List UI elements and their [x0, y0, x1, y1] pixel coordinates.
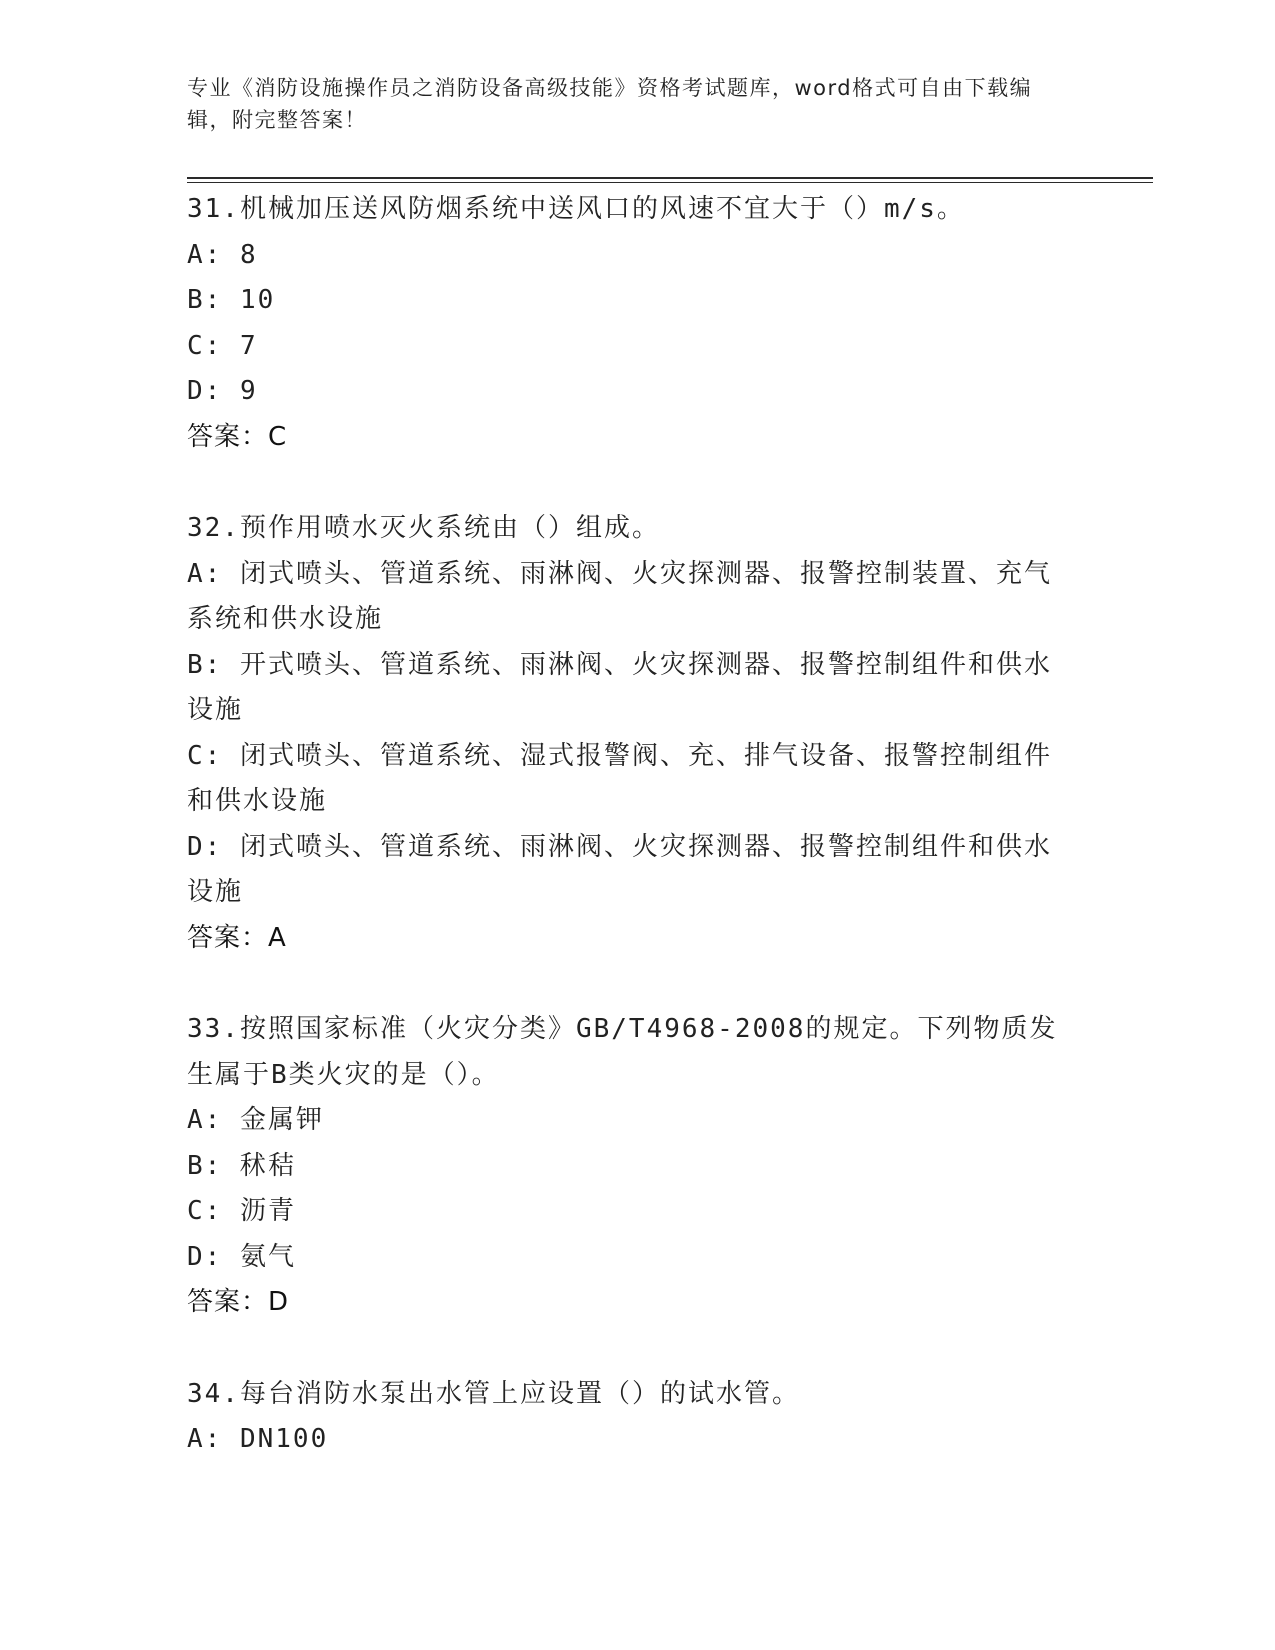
option-a: A: 闭式喷头、管道系统、雨淋阀、火灾探测器、报警控制装置、充气系统和供水设施 — [187, 558, 1052, 634]
question-list — [187, 187, 1067, 1509]
header-intro-text: 专业《消防设施操作员之消防设备高级技能》资格考试题库，word格式可自由下载编辑，附完整答案！ — [187, 76, 1033, 132]
option-d: D: 闭式喷头、管道系统、雨淋阀、火灾探测器、报警控制组件和供水设施 — [187, 831, 1052, 907]
option-d: D: 9 — [187, 376, 258, 406]
header-divider-thick — [187, 177, 1153, 179]
question-stem: 31.机械加压送风防烟系统中送风口的风速不宜大于（）m/s。 — [187, 194, 965, 224]
option-b: B: 秫秸 — [187, 1150, 296, 1181]
answer-line: 答案：A — [187, 922, 287, 953]
question-34 — [187, 1372, 1067, 1463]
option-a: A: DN100 — [187, 1424, 329, 1454]
answer-line: 答案：D — [187, 1287, 290, 1317]
option-a: A: 金属钾 — [187, 1105, 324, 1135]
question-stem: 32.预作用喷水灭火系统由（）组成。 — [187, 513, 660, 543]
option-b: B: 10 — [187, 285, 276, 315]
option-c: C: 闭式喷头、管道系统、湿式报警阀、充、排气设备、报警控制组件和供水设施 — [187, 740, 1052, 816]
option-a: A: 8 — [187, 239, 258, 270]
header-divider-thin — [187, 182, 1153, 183]
option-c: C: 7 — [187, 330, 258, 361]
answer-line: 答案：C — [187, 421, 288, 452]
document-header — [187, 72, 1067, 136]
option-d: D: 氨气 — [187, 1241, 296, 1272]
question-32 — [187, 506, 1067, 961]
option-c: C: 沥青 — [187, 1196, 296, 1226]
option-b: B: 开式喷头、管道系统、雨淋阀、火灾探测器、报警控制组件和供水设施 — [187, 649, 1052, 725]
question-33 — [187, 1007, 1067, 1326]
question-31 — [187, 187, 1067, 460]
question-stem: 34.每台消防水泵出水管上应设置（）的试水管。 — [187, 1378, 800, 1409]
question-stem: 33.按照国家标准（火灾分类》GB/T4968-2008的规定。下列物质发生属于B类火灾的是（）。 — [187, 1014, 1058, 1090]
